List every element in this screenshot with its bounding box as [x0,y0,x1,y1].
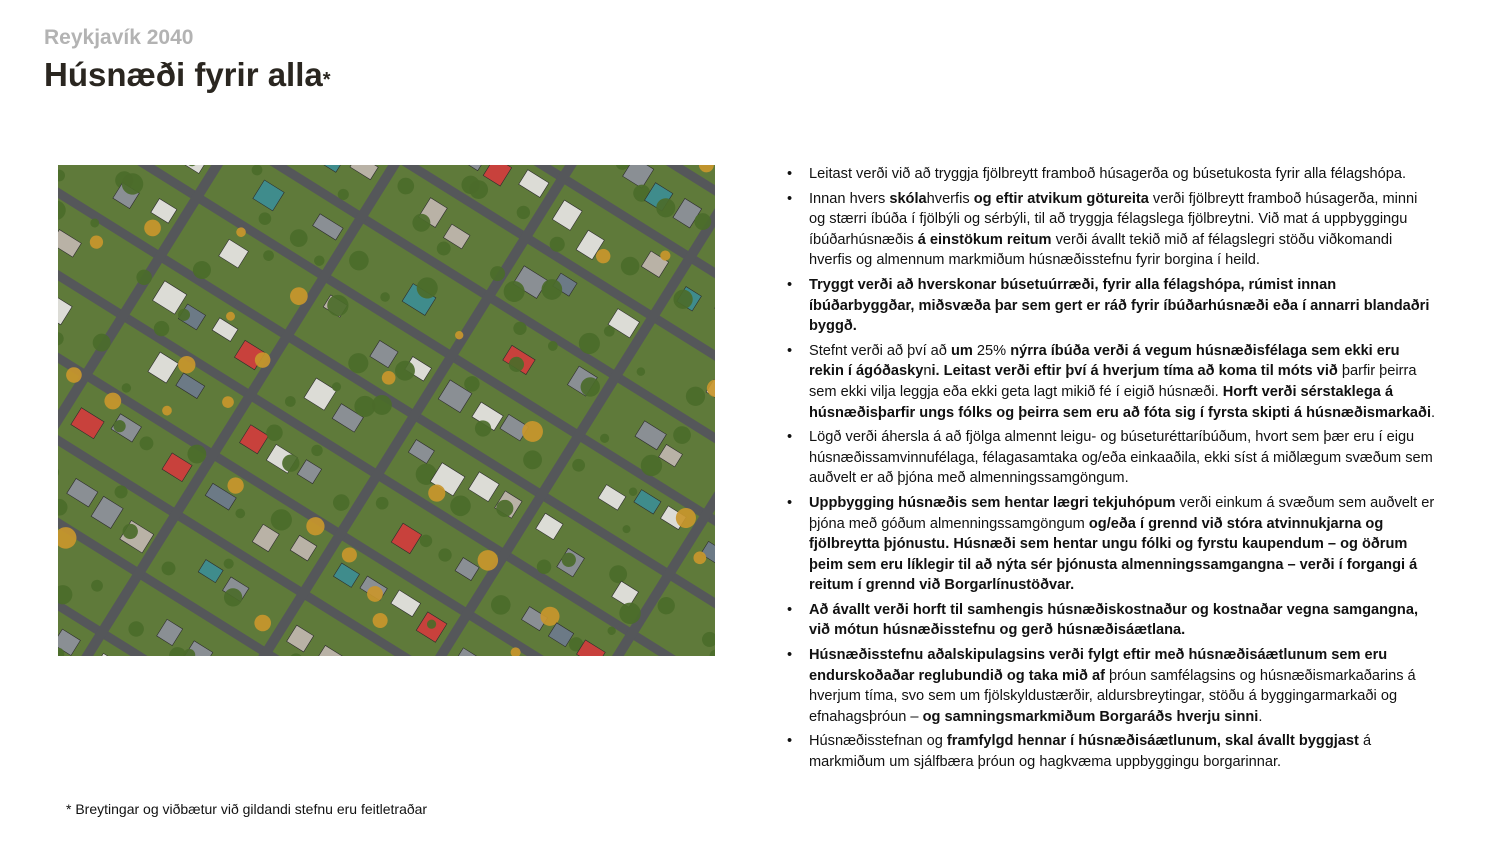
bullet-text-run: . [1258,708,1263,725]
policy-bullet [786,341,1436,423]
policy-bullet [786,731,1436,772]
policy-bullet [786,600,1436,641]
bullet-text-run: Tryggt verði að hverskonar búsetuúrræði, fyrir alla félagshópa, rúmist innan íbúðarbyggðar, miðsvæða þar sem gert er ráð fyrir íbúðarhúsnæði eða í annarri blandaðri byggð. [809,276,1430,335]
title-text: Húsnæði fyrir alla [44,56,323,93]
bullet-text-run: og eftir atvikum gӧtureita [973,190,1149,207]
bullet-text-run: verði fjölbreytt framboð húsagerða, minni og stærri íbúða í fjölbýli og sérbýli, til að tryggja félagslega fjölbreytni. Við mat á uppbyggingu íbúðarhúsnæðis [809,190,1418,248]
bullet-text-run: Horft verði sérstaklega á húsnæðisþarfir ungs fólks og þeirra sem eru að fóta sig í fyrsta skipti á húsnæðismarkaði [809,383,1432,421]
bullet-text-run: og/eða í grennd við stóra atvinnukjarna og fjölbreytta þjónustu. Húsnæði sem hentar ungu fólki og fyrstu kaupendum – og öðrum þeim sem eru líklegir til að nýta sér þjónusta almenningssamgangna – verði í forgangi á reitum í grennd við Borgarlínustöðvar. [809,515,1418,594]
bullet-text-run: Húsnæðisstefnu aðalskipulagsins verði fylgt eftir með húsnæðisáætlunum sem eru endurskoðaðar reglubundið og taka mið af [809,647,1388,684]
bullet-text-run: á markmiðum um sjálfbæra þróun og hagkvæma uppbyggingu borgarinnar. [809,733,1372,771]
bullet-text-run: um [950,342,977,359]
page-title [44,56,331,94]
bullet-text-run: Stefnt verði að því að [809,342,951,359]
subtitle: Reykjavík 2040 [44,26,194,49]
bullet-text-run: . [1431,404,1436,421]
policy-bullet [786,493,1436,596]
bullet-text-run: þarfir þeirra sem ekki vilja leggja eða ekki geta lagt mikið fé í eigið húsnæði. [809,363,1417,400]
bullet-text-run: n [923,363,932,380]
policy-bullet [786,275,1436,337]
aerial-neighborhood-photo [58,165,715,656]
bullet-text-run: skóla [889,190,927,207]
bullet-text-run: Lögð verði áhersla á að fjölga almennt leigu- og búseturéttaríbúðum, hvort sem þær eru í eigu húsnæðissamvinnufélaga, félagasamtaka og/eða einkaaðila, ekki síst á miðlægum svæðum sem auðvelt er að þjóna með almenningssamgöngum. [809,429,1433,487]
bullet-text-run: hverfis [926,190,974,207]
bullet-text-run: verði einkum á svæðum sem auðvelt er þjóna með góðum almenningssamgöngum [809,494,1435,532]
bullet-text-run: Innan hvers [809,190,890,207]
bullet-text-run: i. Leitast verði eftir því á hverjum tíma að koma til móts við [931,363,1342,380]
bullet-text-run: á einstökum reitum [917,231,1052,248]
footnote: * Breytingar og viðbætur við gildandi stefnu eru feitletraðar [66,801,428,817]
bullet-text-run: framfylgd hennar í húsnæðisáætlunum, skal ávallt byggjast [946,733,1359,750]
policy-bullet [786,189,1436,271]
bullet-text-run: nýrra íbúða verði á vegum húsnæðisfélaga sem ekki eru rekin í ágóðasky [809,342,1400,380]
policy-bullet [786,164,1436,185]
policy-bullet-list [786,164,1436,777]
bullet-text-run: og samningsmarkmiðum Borgaráðs hverju sinni [922,708,1259,725]
title-marker: * [322,69,331,91]
bullet-text-run: Að ávallt verði horft til samhengis húsnæðiskostnaður og kostnaðar vegna samgangna, við mótun húsnæðisstefnu og gerð húsnæðisáætlana. [809,601,1419,639]
bullet-text-run: Leitast verði við að tryggja fjölbreytt framboð húsagerða og búsetukosta fyrir alla félagshópa. [809,166,1407,182]
bullet-text-run: verði ávallt tekið mið af félagslegri stöðu viðkomandi hverfis og almennum markmiðum húsnæðisstefnu fyrir borgina í heild. [809,231,1393,269]
bullet-text-run: þróun samfélagsins og húsnæðismarkaðarins á hverjum tíma, svo sem um fjölskyldustærðir, aldursbreytingar, stöðu á byggingarmarkaði og efnahagsþróun – [809,667,1416,725]
bullet-text-run: Húsnæðisstefnan og [809,733,947,750]
policy-bullet [786,645,1436,727]
policy-bullet [786,427,1436,489]
bullet-text-run: 25% [976,342,1011,359]
bullet-text-run: Uppbygging húsnæðis sem hentar lægri tekjuhópum [809,494,1176,511]
